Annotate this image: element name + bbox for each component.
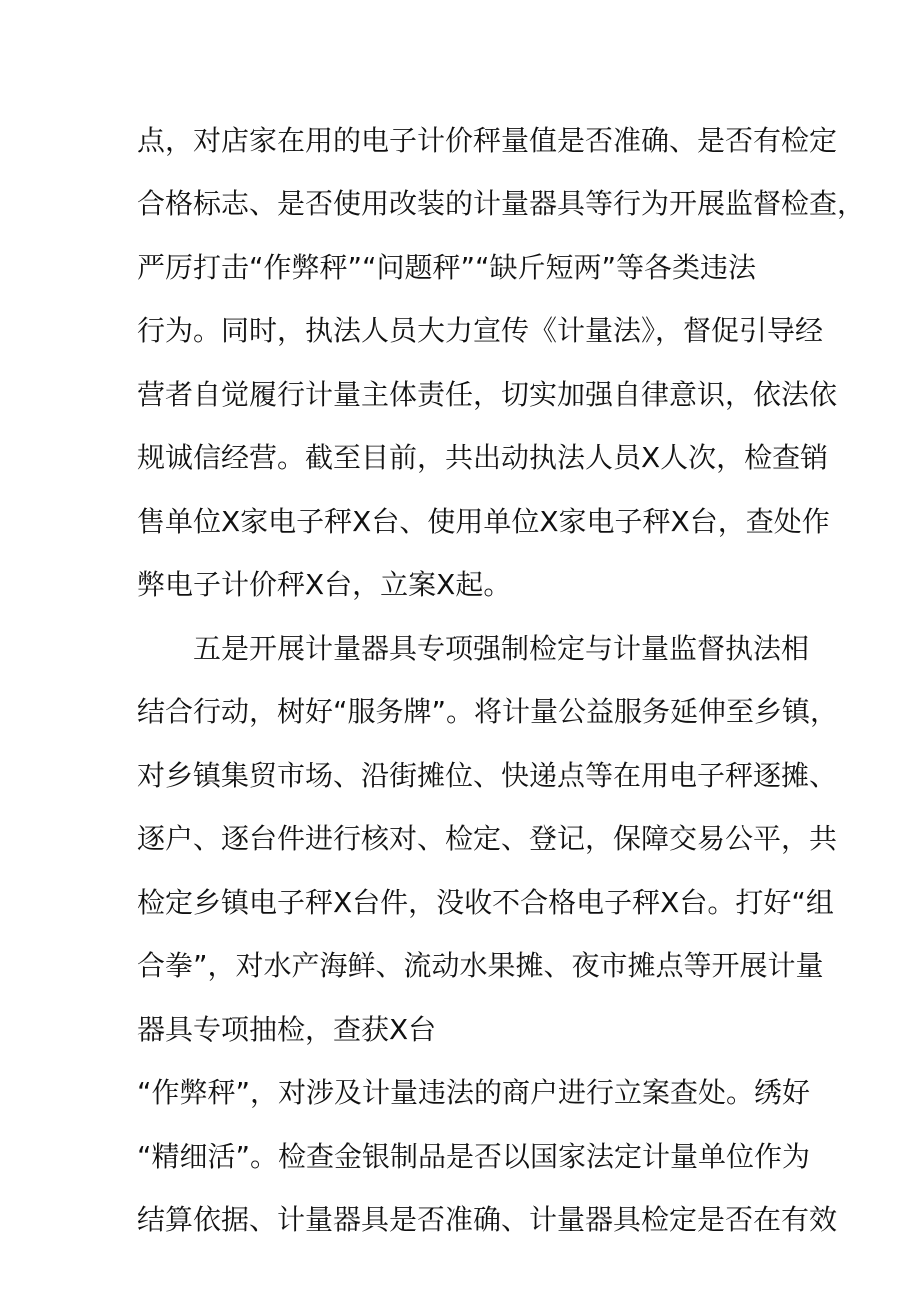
text-line: 结合行动，树好“服务牌”。将计量公益服务延伸至乡镇， xyxy=(137,695,839,728)
text-line: 器具专项抽检，查获X台 xyxy=(137,1013,437,1046)
text-line: “作弊秤”，对涉及计量违法的商户进行立案查处。绣好 xyxy=(137,1076,811,1109)
text-line: 合拳”，对水产海鲜、流动水果摊、夜市摊点等开展计量 xyxy=(137,949,824,982)
text-line: 点，对店家在用的电子计价秤量值是否准确、是否有检定 xyxy=(137,124,838,157)
text-line: 检定乡镇电子秤X台件，没收不合格电子秤X台。打好“组 xyxy=(137,886,834,919)
text-line: 行为。同时，执法人员大力宣传《计量法》，督促引导经 xyxy=(137,314,824,347)
text-line: 五是开展计量器具专项强制检定与计量监督执法相 xyxy=(193,632,810,665)
text-line: 合格标志、是否使用改装的计量器具等行为开展监督检查， xyxy=(137,187,866,220)
text-line: 营者自觉履行计量主体责任，切实加强自律意识，依法依 xyxy=(137,378,838,411)
text-line: 严厉打击“作弊秤”“问题秤”“缺斤短两”等各类违法 xyxy=(137,251,757,284)
text-line: 售单位X家电子秤X台、使用单位X家电子秤X台，查处作 xyxy=(137,505,830,538)
text-line: “精细活”。检查金银制品是否以国家法定计量单位作为 xyxy=(137,1140,811,1173)
text-line: 逐户、逐台件进行核对、检定、登记，保障交易公平，共 xyxy=(137,822,838,855)
text-line: 弊电子计价秤X台，立案X起。 xyxy=(137,568,512,601)
text-line: 对乡镇集贸市场、沿街摊位、快递点等在用电子秤逐摊、 xyxy=(137,759,838,792)
text-line: 结算依据、计量器具是否准确、计量器具检定是否在有效 xyxy=(137,1203,838,1236)
text-line: 规诚信经营。截至目前，共出动执法人员X人次，检查销 xyxy=(137,441,829,474)
